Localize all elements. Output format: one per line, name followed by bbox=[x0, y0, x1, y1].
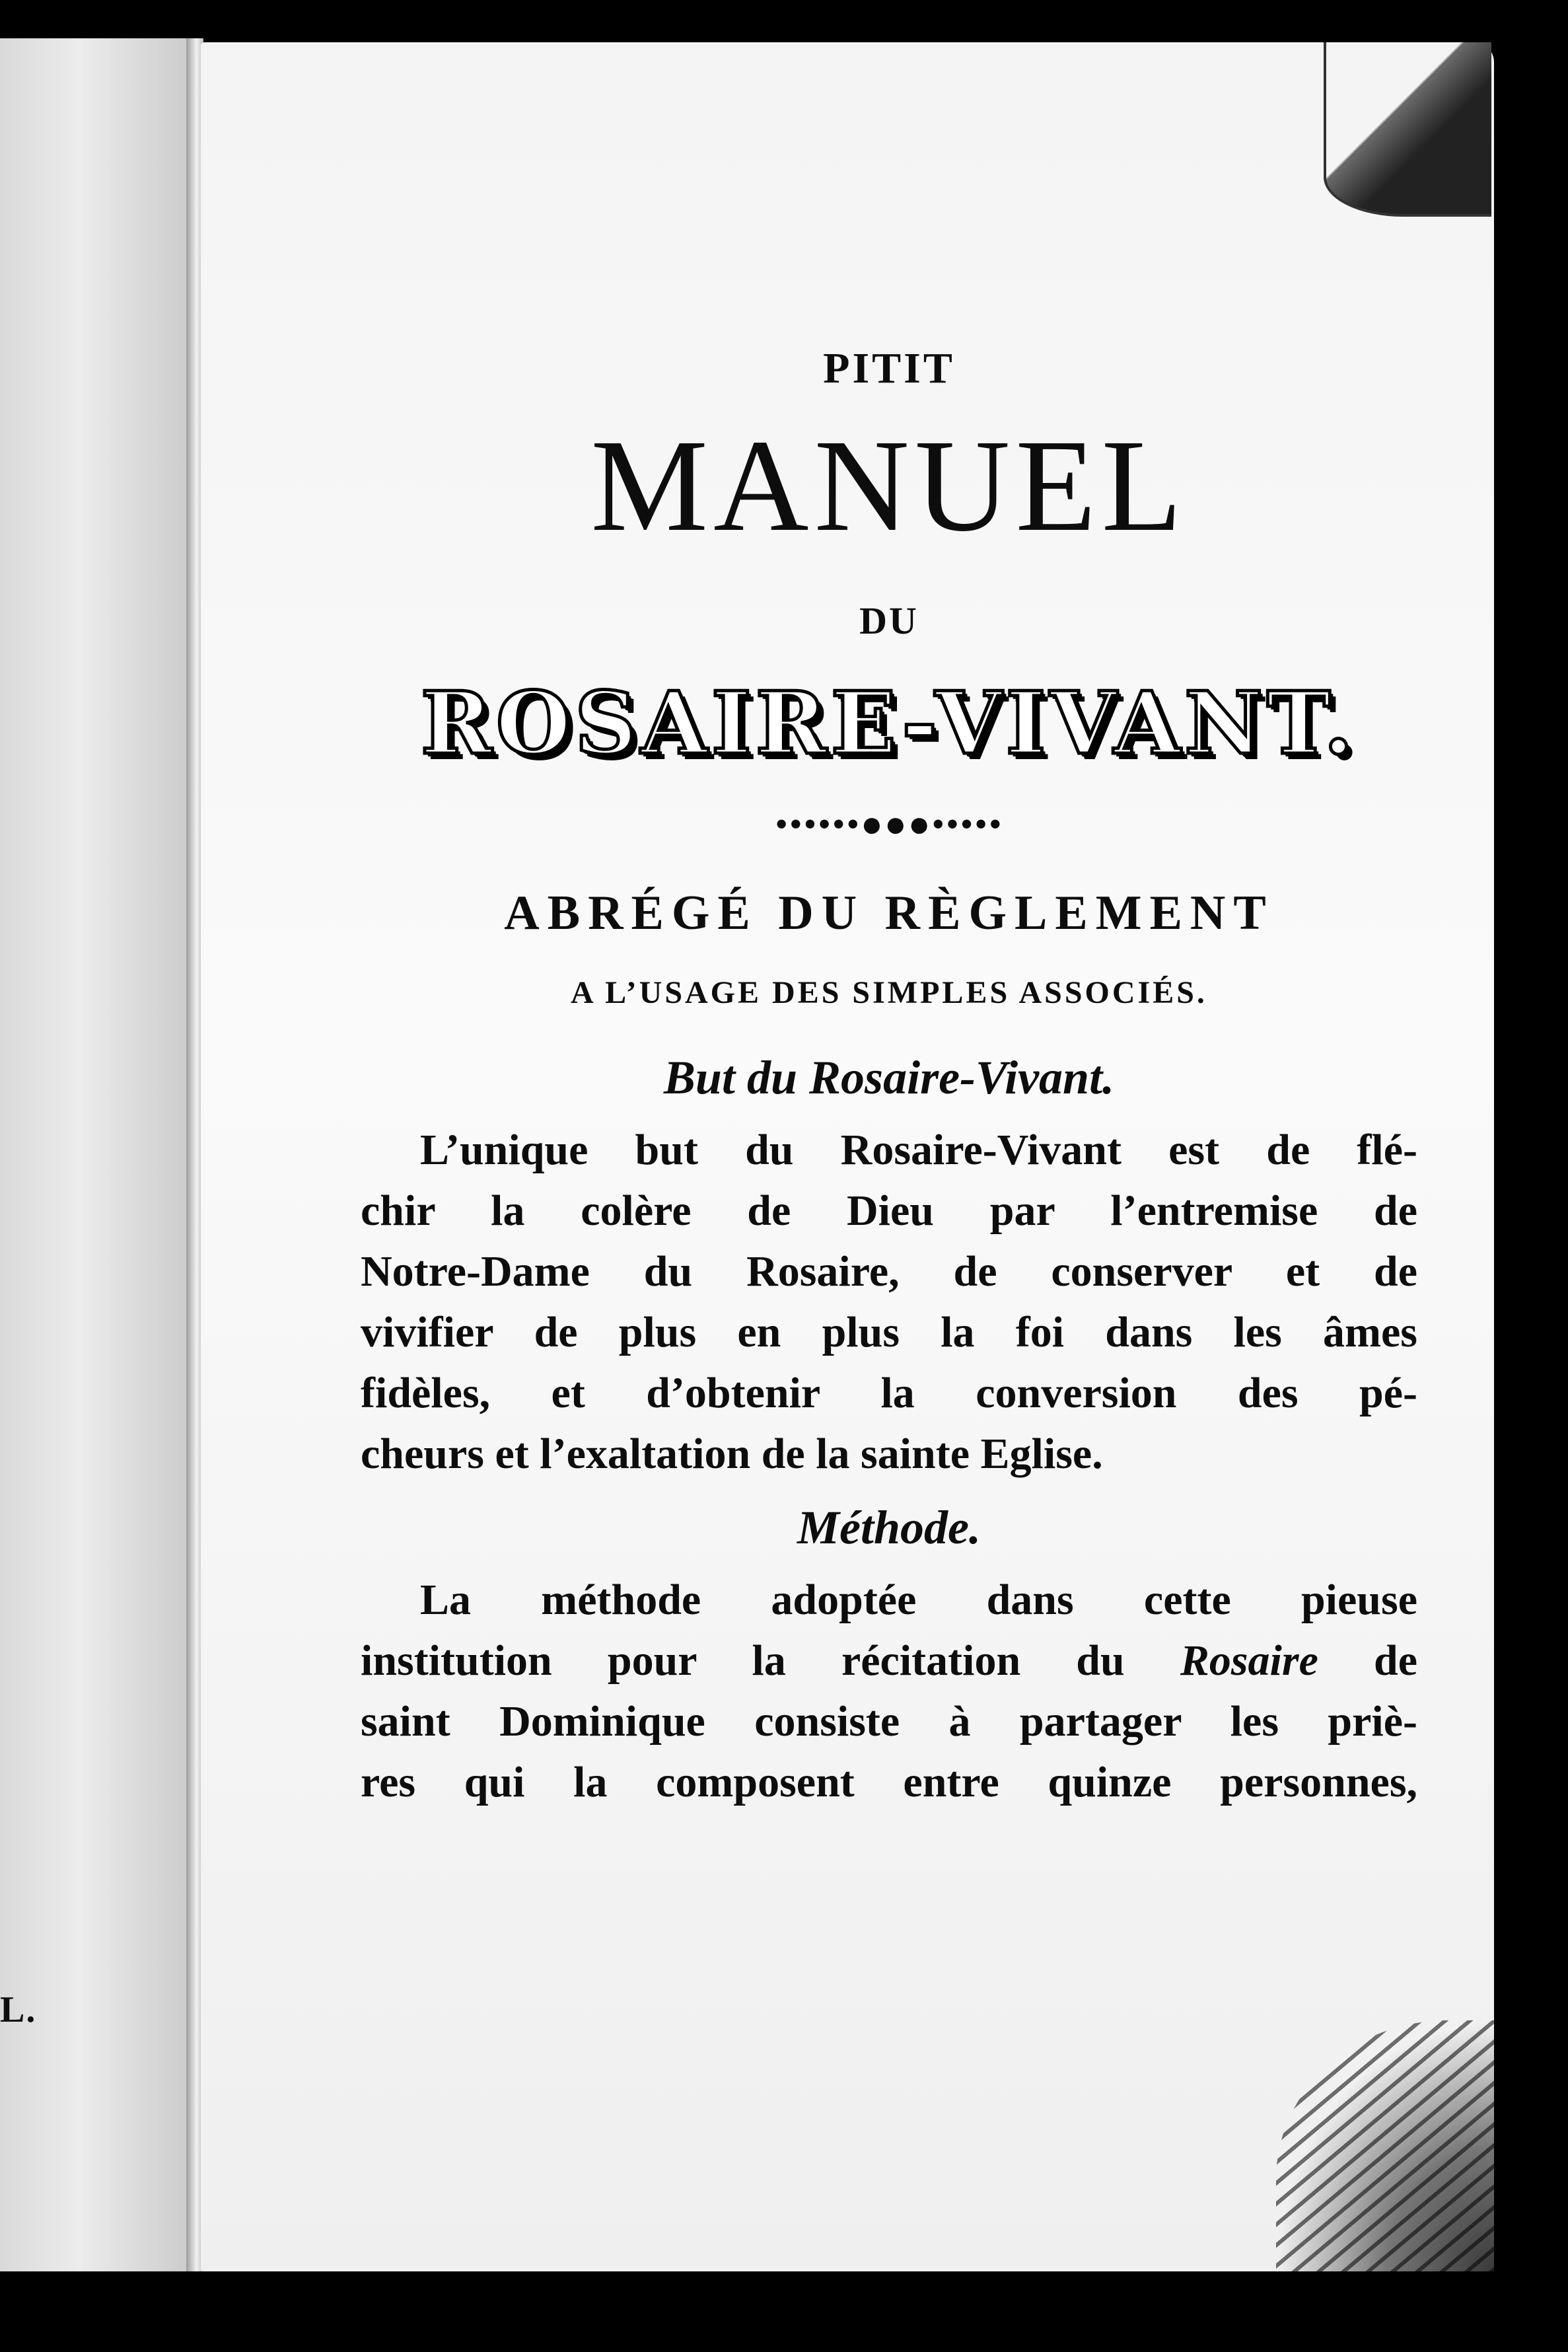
italic-rosaire: Rosaire bbox=[1180, 1636, 1318, 1685]
page-text bbox=[361, 344, 1417, 1829]
text-line: Notre-Dame du Rosaire, de conserver et de bbox=[361, 1247, 1417, 1296]
title-pitit: PITIT bbox=[823, 344, 955, 392]
text-line: fidèles, et d’obtenir la conversion des pé- bbox=[361, 1369, 1417, 1417]
text-line: L’unique but du Rosaire-Vivant est de flé- bbox=[420, 1126, 1417, 1174]
text-line: vivifier de plus en plus la foi dans les âmes bbox=[361, 1308, 1417, 1356]
subtitle-usage: A L’USAGE DES SIMPLES ASSOCIÉS. bbox=[571, 975, 1207, 1010]
title-rosaire-vivant: ROSAIRE-VIVANT. bbox=[420, 673, 1358, 774]
title-manuel: MANUEL bbox=[590, 413, 1188, 559]
title-du: DU bbox=[859, 599, 919, 642]
text-fragment: institution pour la récitation du bbox=[361, 1636, 1180, 1685]
text-fragment: de bbox=[1318, 1636, 1417, 1685]
paragraph-methode bbox=[361, 1570, 1417, 1813]
section-title-but: But du Rosaire-Vivant. bbox=[663, 1051, 1115, 1104]
folded-corner-top bbox=[1324, 42, 1491, 217]
text-line: chir la colère de Dieu par l’entremise de bbox=[361, 1187, 1417, 1235]
text-line: La méthode adoptée dans cette pieuse bbox=[420, 1576, 1417, 1624]
text-line: saint Dominique consiste à partager les priè- bbox=[361, 1697, 1417, 1746]
text-line: res qui la composent entre quinze personnes, bbox=[361, 1758, 1417, 1806]
paragraph-but bbox=[361, 1120, 1417, 1485]
margin-letter: L. bbox=[0, 1989, 37, 2030]
left-page-edge bbox=[0, 38, 198, 2271]
text-line: cheurs et l’exaltation de la sainte Eglise. bbox=[361, 1430, 1103, 1478]
text-line-with-italic bbox=[361, 1631, 1417, 1691]
ornament-divider: ••••••●●●••••• bbox=[775, 804, 1003, 845]
worn-corner-bottom bbox=[1276, 2020, 1494, 2271]
section-title-methode: Méthode. bbox=[797, 1501, 981, 1554]
subtitle-abrege: ABRÉGÉ DU RÈGLEMENT bbox=[504, 886, 1274, 940]
